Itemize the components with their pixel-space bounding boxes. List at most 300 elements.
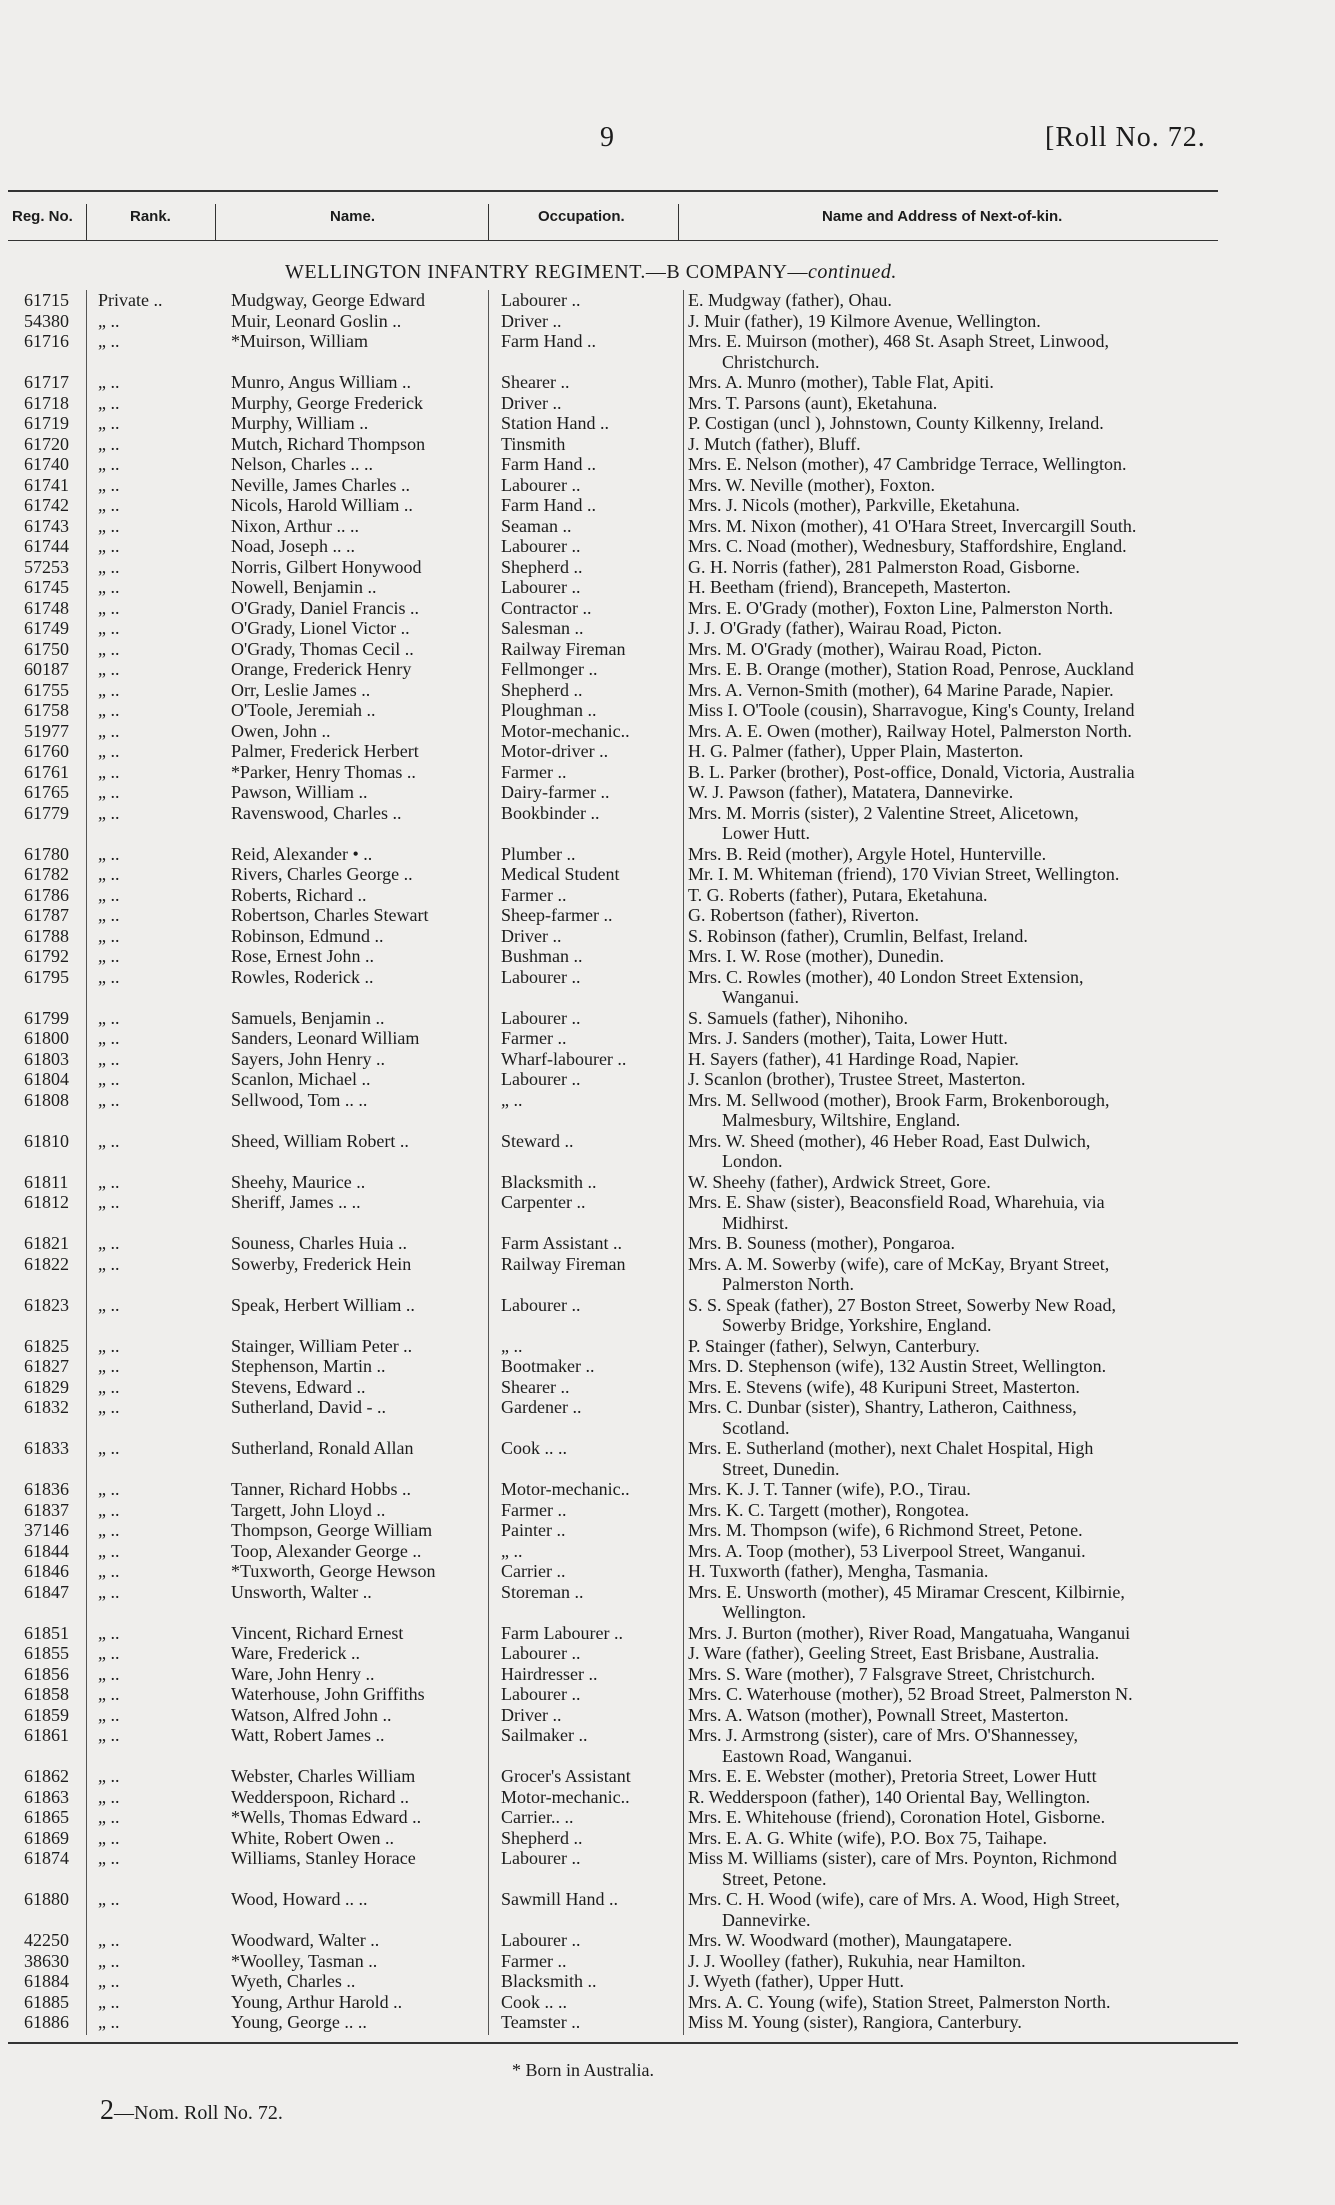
next-of-kin-line: Mrs. E. A. G. White (wife), P.O. Box 75, Taihape. (688, 1827, 1048, 1848)
occupation-cell: Painter .. (501, 1520, 566, 1540)
reg-no-cell: 61865 (24, 1807, 69, 1827)
reg-no-cell: 61765 (24, 782, 69, 802)
table-row (8, 946, 1238, 967)
occupation-cell: Storeman .. (501, 1581, 584, 1602)
next-of-kin-cell (688, 516, 1238, 537)
occupation-cell: Labourer .. (501, 1069, 581, 1089)
next-of-kin-line-continued: Malmesbury, Wiltshire, England. (722, 1110, 961, 1130)
reg-no-cell: 61749 (24, 618, 69, 638)
name-cell: Neville, James Charles .. (231, 474, 410, 495)
rank-cell: „ .. (98, 1971, 120, 1991)
rank-cell: „ .. (98, 1192, 120, 1212)
table-row (8, 1479, 1238, 1500)
table-row (8, 1889, 1238, 1930)
next-of-kin-cell (688, 659, 1238, 680)
name-cell: Watson, Alfred John .. (231, 1704, 392, 1725)
reg-no-cell: 61869 (24, 1827, 69, 1848)
name-cell: Wyeth, Charles .. (231, 1971, 356, 1991)
next-of-kin-cell (688, 577, 1238, 598)
next-of-kin-line: Mrs. W. Woodward (mother), Maungatapere. (688, 1930, 1013, 1950)
reg-no-cell: 61829 (24, 1376, 69, 1397)
occupation-cell: Sailmaker .. (501, 1725, 588, 1745)
name-cell: Sanders, Leonard William (231, 1028, 420, 1048)
rank-cell: „ .. (98, 474, 120, 495)
rank-cell: Private .. (98, 290, 163, 310)
next-of-kin-cell (688, 1582, 1238, 1623)
next-of-kin-line: Mrs. W. Neville (mother), Foxton. (688, 474, 935, 495)
table-row (8, 536, 1238, 557)
col-header-next-of-kin: Name and Address of Next-of-kin. (822, 208, 1063, 225)
occupation-cell: Motor-mechanic.. (501, 1786, 630, 1807)
next-of-kin-cell (688, 844, 1238, 865)
name-cell: Toop, Alexander George .. (231, 1540, 422, 1561)
next-of-kin-cell (688, 598, 1238, 619)
occupation-cell: Motor-mechanic.. (501, 720, 630, 741)
occupation-cell: „ .. (501, 1335, 523, 1356)
table-row (8, 905, 1238, 926)
next-of-kin-cell (688, 1664, 1238, 1685)
reg-no-cell: 61833 (24, 1438, 69, 1458)
rank-cell: „ .. (98, 433, 120, 454)
page-number: 9 (600, 122, 614, 153)
table-row (8, 1336, 1238, 1357)
next-of-kin-cell (688, 1069, 1238, 1090)
name-cell: O'Grady, Thomas Cecil .. (231, 638, 414, 659)
nominal-roll-footer (100, 2095, 283, 2127)
reg-no-cell: 61825 (24, 1335, 69, 1356)
occupation-cell: Sawmill Hand .. (501, 1889, 618, 1909)
rank-cell: „ .. (98, 1991, 120, 2012)
reg-no-cell: 61741 (24, 474, 69, 495)
reg-no-cell: 61859 (24, 1704, 69, 1725)
reg-no-cell: 60187 (24, 659, 69, 679)
name-cell: Nelson, Charles .. .. (231, 454, 373, 474)
reg-no-cell: 61760 (24, 741, 69, 761)
rank-cell: „ .. (98, 1725, 120, 1745)
col-header-occupation: Occupation. (538, 208, 625, 225)
table-row (8, 762, 1238, 783)
rank-cell: „ .. (98, 495, 120, 515)
rank-cell: „ .. (98, 310, 120, 331)
col-divider (488, 204, 489, 240)
next-of-kin-cell (688, 1930, 1238, 1951)
occupation-cell: Farmer .. (501, 884, 567, 905)
table-row (8, 1233, 1238, 1254)
next-of-kin-line: Mrs. E. Stevens (wife), 48 Kuripuni Street, Masterton. (688, 1376, 1080, 1397)
name-cell: Orr, Leslie James .. (231, 679, 371, 700)
occupation-cell: Farm Assistant .. (501, 1233, 623, 1253)
name-cell: Stevens, Edward .. (231, 1376, 366, 1397)
reg-no-cell: 61779 (24, 802, 69, 823)
next-of-kin-line: P. Costigan (uncl ), Johnstown, County Kilkenny, Ireland. (688, 413, 1104, 433)
col-divider (215, 204, 216, 240)
occupation-cell: Carrier .. (501, 1561, 566, 1581)
next-of-kin-cell (688, 905, 1238, 926)
next-of-kin-line: Mrs. A. M. Sowerby (wife), care of McKay, Bryant Street, (688, 1253, 1110, 1274)
name-cell: Sheehy, Maurice .. (231, 1171, 366, 1192)
next-of-kin-line: E. Mudgway (father), Ohau. (688, 290, 892, 310)
occupation-cell: Farmer .. (501, 761, 567, 782)
name-cell: Sheed, William Robert .. (231, 1130, 409, 1151)
rank-cell: „ .. (98, 515, 120, 536)
name-cell: Murphy, William .. (231, 413, 369, 433)
next-of-kin-line: Mrs. W. Sheed (mother), 46 Heber Road, East Dulwich, (688, 1130, 1091, 1151)
table-row (8, 1664, 1238, 1685)
reg-no-cell: 61855 (24, 1643, 69, 1663)
rank-cell: „ .. (98, 1622, 120, 1643)
occupation-cell: Driver .. (501, 1704, 562, 1725)
table-row (8, 1438, 1238, 1479)
next-of-kin-cell (688, 1848, 1238, 1889)
name-cell: Watt, Robert James .. (231, 1725, 385, 1745)
next-of-kin-line: Mrs. E. Muirson (mother), 468 St. Asaph Street, Linwood, (688, 331, 1109, 351)
occupation-cell: Carrier.. .. (501, 1807, 574, 1827)
next-of-kin-line: P. Stainger (father), Selwyn, Canterbury. (688, 1335, 980, 1356)
table-row (8, 1643, 1238, 1664)
table-row (8, 1582, 1238, 1623)
table-row (8, 1397, 1238, 1438)
next-of-kin-line: Mrs. C. Dunbar (sister), Shantry, Latheron, Caithness, (688, 1397, 1077, 1417)
next-of-kin-cell (688, 967, 1238, 1008)
name-cell: Norris, Gilbert Honywood (231, 556, 422, 577)
rank-cell: „ .. (98, 1827, 120, 1848)
occupation-cell: Cook .. .. (501, 1438, 568, 1458)
name-cell: Nixon, Arthur .. .. (231, 515, 359, 536)
next-of-kin-line: Mrs. K. C. Targett (mother), Rongotea. (688, 1499, 970, 1520)
name-cell: Sowerby, Frederick Hein (231, 1253, 412, 1274)
reg-no-cell: 61810 (24, 1130, 69, 1151)
name-cell: Roberts, Richard .. (231, 884, 367, 905)
table-row (8, 577, 1238, 598)
reg-no-cell: 61718 (24, 392, 69, 413)
next-of-kin-line: W. J. Pawson (father), Matatera, Dannevirke. (688, 782, 1014, 802)
next-of-kin-line: H. Tuxworth (father), Mengha, Tasmania. (688, 1561, 989, 1581)
name-cell: Scanlon, Michael .. (231, 1069, 371, 1089)
next-of-kin-cell (688, 1172, 1238, 1193)
table-row (8, 331, 1238, 372)
occupation-cell: „ .. (501, 1089, 523, 1110)
name-cell: O'Toole, Jeremiah .. (231, 700, 376, 720)
next-of-kin-cell (688, 1336, 1238, 1357)
reg-no-cell: 61800 (24, 1028, 69, 1048)
rank-cell: „ .. (98, 1233, 120, 1253)
next-of-kin-line: J. Muir (father), 19 Kilmore Avenue, Wellington. (688, 310, 1041, 331)
name-cell: O'Grady, Lionel Victor .. (231, 618, 410, 638)
next-of-kin-line-continued: Dannevirke. (722, 1909, 811, 1930)
table-row (8, 803, 1238, 844)
occupation-cell: Tinsmith (501, 433, 566, 454)
next-of-kin-line: J. Mutch (father), Bluff. (688, 433, 861, 454)
reg-no-cell: 61827 (24, 1356, 69, 1376)
reg-no-cell: 54380 (24, 310, 69, 331)
reg-no-cell: 61792 (24, 946, 69, 966)
table-row (8, 844, 1238, 865)
footnote: * Born in Australia. (512, 2060, 654, 2080)
name-cell: Williams, Stanley Horace (231, 1848, 416, 1868)
table-row (8, 393, 1238, 414)
rank-cell: „ .. (98, 741, 120, 761)
table-row (8, 864, 1238, 885)
reg-no-cell: 57253 (24, 556, 69, 577)
next-of-kin-cell (688, 1049, 1238, 1070)
next-of-kin-cell (688, 1992, 1238, 2013)
next-of-kin-line: Mrs. E. Whitehouse (friend), Coronation Hotel, Gisborne. (688, 1807, 1106, 1827)
next-of-kin-line: Mrs. T. Parsons (aunt), Eketahuna. (688, 392, 938, 413)
occupation-cell: Farm Hand .. (501, 495, 596, 515)
reg-no-cell: 61788 (24, 925, 69, 946)
name-cell: Ravenswood, Charles .. (231, 802, 402, 823)
table-row (8, 1951, 1238, 1972)
rank-cell: „ .. (98, 802, 120, 823)
table-row (8, 1705, 1238, 1726)
name-cell: O'Grady, Daniel Francis .. (231, 597, 420, 618)
next-of-kin-line: J. Ware (father), Geeling Street, East Brisbane, Australia. (688, 1643, 1100, 1663)
col-divider (86, 204, 87, 240)
next-of-kin-cell (688, 495, 1238, 516)
table-row (8, 372, 1238, 393)
rank-cell: „ .. (98, 1438, 120, 1458)
occupation-cell: Labourer .. (501, 1294, 581, 1315)
reg-no-cell: 61748 (24, 597, 69, 618)
next-of-kin-line: H. G. Palmer (father), Upper Plain, Masterton. (688, 741, 1024, 761)
reg-no-cell: 61780 (24, 843, 69, 864)
next-of-kin-line: Mrs. A. E. Owen (mother), Railway Hotel, Palmerston North. (688, 720, 1132, 741)
next-of-kin-cell (688, 1233, 1238, 1254)
reg-no-cell: 61761 (24, 761, 69, 782)
reg-no-cell: 38630 (24, 1950, 69, 1971)
table-row (8, 1684, 1238, 1705)
next-of-kin-cell (688, 331, 1238, 372)
rank-cell: „ .. (98, 1253, 120, 1274)
table-row (8, 782, 1238, 803)
occupation-cell: Labourer .. (501, 577, 581, 597)
reg-no-cell: 61758 (24, 700, 69, 720)
rank-cell: „ .. (98, 679, 120, 700)
occupation-cell: Shearer .. (501, 1376, 570, 1397)
rank-cell: „ .. (98, 577, 120, 597)
rank-cell: „ .. (98, 392, 120, 413)
next-of-kin-line: R. Wedderspoon (father), 140 Oriental Bay, Wellington. (688, 1786, 1091, 1807)
table-row (8, 1090, 1238, 1131)
reg-no-cell: 61804 (24, 1069, 69, 1089)
rank-cell: „ .. (98, 1048, 120, 1069)
next-of-kin-cell (688, 639, 1238, 660)
rank-cell: „ .. (98, 618, 120, 638)
rank-cell: „ .. (98, 1356, 120, 1376)
rank-cell: „ .. (98, 1684, 120, 1704)
name-cell: Sutherland, Ronald Allan (231, 1438, 414, 1458)
occupation-cell: Farm Hand .. (501, 454, 596, 474)
name-cell: White, Robert Owen .. (231, 1827, 394, 1848)
reg-no-cell: 42250 (24, 1930, 69, 1950)
table-row (8, 1049, 1238, 1070)
next-of-kin-line: S. Robinson (father), Crumlin, Belfast, Ireland. (688, 925, 1028, 946)
reg-no-cell: 61837 (24, 1499, 69, 1520)
name-cell: Webster, Charles William (231, 1766, 416, 1786)
name-cell: Noad, Joseph .. .. (231, 536, 355, 556)
rank-cell: „ .. (98, 331, 120, 351)
table-row (8, 659, 1238, 680)
rank-cell: „ .. (98, 1130, 120, 1151)
name-cell: Mudgway, George Edward (231, 290, 425, 310)
reg-no-cell: 61858 (24, 1684, 69, 1704)
occupation-cell: Sheep-farmer .. (501, 905, 613, 925)
occupation-cell: Shepherd .. (501, 679, 583, 700)
table-row (8, 1541, 1238, 1562)
name-cell: Sayers, John Henry .. (231, 1048, 385, 1069)
occupation-cell: Farm Hand .. (501, 331, 596, 351)
next-of-kin-line: Mrs. M. O'Grady (mother), Wairau Road, Picton. (688, 638, 1042, 659)
reg-no-cell: 61822 (24, 1253, 69, 1274)
reg-no-cell: 61811 (24, 1171, 69, 1192)
table-row (8, 639, 1238, 660)
header-rule-top (8, 190, 1218, 192)
table-row (8, 1623, 1238, 1644)
table-row (8, 495, 1238, 516)
next-of-kin-line: T. G. Roberts (father), Putara, Eketahuna. (688, 884, 988, 905)
next-of-kin-cell (688, 618, 1238, 639)
table-row (8, 741, 1238, 762)
next-of-kin-line: Mrs. B. Souness (mother), Pongaroa. (688, 1233, 955, 1253)
name-cell: Waterhouse, John Griffiths (231, 1684, 425, 1704)
table-row (8, 1008, 1238, 1029)
next-of-kin-line: Mrs. M. Morris (sister), 2 Valentine Street, Alicetown, (688, 802, 1079, 823)
name-cell: Muir, Leonard Goslin .. (231, 310, 402, 331)
table-row (8, 475, 1238, 496)
reg-no-cell: 61740 (24, 454, 69, 474)
rank-cell: „ .. (98, 1499, 120, 1520)
table-row (8, 618, 1238, 639)
next-of-kin-cell (688, 1254, 1238, 1295)
name-cell: Wood, Howard .. .. (231, 1889, 368, 1909)
col-header-reg-no: Reg. No. (12, 208, 73, 225)
name-cell: Ware, John Henry .. (231, 1663, 375, 1684)
next-of-kin-line-continued: Lower Hutt. (722, 823, 810, 843)
next-of-kin-line: Mrs. C. Waterhouse (mother), 52 Broad Street, Palmerston N. (688, 1684, 1133, 1704)
occupation-cell: Grocer's Assistant (501, 1766, 631, 1786)
occupation-cell: Farm Labourer .. (501, 1622, 623, 1643)
name-cell: Reid, Alexander • .. (231, 843, 373, 864)
next-of-kin-line: Mrs. J. Sanders (mother), Taita, Lower Hutt. (688, 1028, 1008, 1048)
name-cell: Sutherland, David - .. (231, 1397, 386, 1417)
rank-cell: „ .. (98, 1294, 120, 1315)
reg-no-cell: 61886 (24, 2012, 69, 2032)
rank-cell: „ .. (98, 1069, 120, 1089)
reg-no-cell: 61885 (24, 1991, 69, 2012)
next-of-kin-cell (688, 1397, 1238, 1438)
table-row (8, 700, 1238, 721)
rank-cell: „ .. (98, 1479, 120, 1499)
reg-no-cell: 61786 (24, 884, 69, 905)
table-row (8, 885, 1238, 906)
next-of-kin-cell (688, 1623, 1238, 1644)
next-of-kin-line-continued: Midhirst. (722, 1212, 789, 1233)
next-of-kin-line: B. L. Parker (brother), Post-office, Donald, Victoria, Australia (688, 761, 1135, 782)
footer-sheet-number: 2 (100, 2095, 114, 2126)
next-of-kin-cell (688, 2012, 1238, 2033)
rank-cell: „ .. (98, 1848, 120, 1868)
next-of-kin-line: Mrs. E. Unsworth (mother), 45 Miramar Crescent, Kilbirnie, (688, 1581, 1125, 1602)
table-row (8, 598, 1238, 619)
reg-no-cell: 61716 (24, 331, 69, 351)
next-of-kin-line: Mr. I. M. Whiteman (friend), 170 Vivian Street, Wellington. (688, 864, 1120, 884)
next-of-kin-cell (688, 782, 1238, 803)
occupation-cell: Gardener .. (501, 1397, 582, 1417)
next-of-kin-cell (688, 1643, 1238, 1664)
occupation-cell: Shepherd .. (501, 1827, 583, 1848)
name-cell: Sheriff, James .. .. (231, 1192, 361, 1212)
occupation-cell: Farmer .. (501, 1950, 567, 1971)
table-row (8, 1295, 1238, 1336)
next-of-kin-cell (688, 1684, 1238, 1705)
occupation-cell: Ploughman .. (501, 700, 597, 720)
next-of-kin-cell (688, 1438, 1238, 1479)
rank-cell: „ .. (98, 638, 120, 659)
table-row (8, 311, 1238, 332)
occupation-cell: Farmer .. (501, 1499, 567, 1520)
next-of-kin-cell (688, 372, 1238, 393)
rank-cell: „ .. (98, 1807, 120, 1827)
table-row (8, 1766, 1238, 1787)
name-cell: Young, George .. .. (231, 2012, 367, 2032)
table-row (8, 1192, 1238, 1233)
rank-cell: „ .. (98, 1397, 120, 1417)
next-of-kin-line: Mrs. J. Armstrong (sister), care of Mrs. O'Shannessey, (688, 1725, 1079, 1745)
rank-cell: „ .. (98, 1766, 120, 1786)
rank-cell: „ .. (98, 1561, 120, 1581)
rank-cell: „ .. (98, 413, 120, 433)
header-rule-bottom (8, 240, 1218, 241)
occupation-cell: Bushman .. (501, 946, 583, 966)
next-of-kin-line: H. Beetham (friend), Brancepeth, Masterton. (688, 577, 1011, 597)
occupation-cell: Teamster .. (501, 2012, 581, 2032)
next-of-kin-cell (688, 393, 1238, 414)
reg-no-cell: 61862 (24, 1766, 69, 1786)
next-of-kin-line: Miss M. Young (sister), Rangiora, Canterbury. (688, 2012, 1022, 2032)
table-row (8, 1500, 1238, 1521)
col-header-rank: Rank. (130, 208, 171, 225)
name-cell: *Wells, Thomas Edward .. (231, 1807, 422, 1827)
reg-no-cell: 61803 (24, 1048, 69, 1069)
rank-cell: „ .. (98, 966, 120, 987)
next-of-kin-line: Mrs. A. Vernon-Smith (mother), 64 Marine Parade, Napier. (688, 679, 1114, 700)
occupation-cell: Driver .. (501, 925, 562, 946)
reg-no-cell: 61745 (24, 577, 69, 597)
table-row (8, 1848, 1238, 1889)
next-of-kin-cell (688, 434, 1238, 455)
next-of-kin-cell (688, 700, 1238, 721)
reg-no-cell: 61743 (24, 515, 69, 536)
table-row (8, 1807, 1238, 1828)
occupation-cell: Shearer .. (501, 372, 570, 392)
reg-no-cell: 61823 (24, 1294, 69, 1315)
name-cell: Stephenson, Martin .. (231, 1356, 386, 1376)
rank-cell: „ .. (98, 2012, 120, 2032)
occupation-cell: Medical Student (501, 864, 620, 884)
reg-no-cell: 61755 (24, 679, 69, 700)
rank-cell: „ .. (98, 1581, 120, 1602)
table-row (8, 1992, 1238, 2013)
table-row (8, 454, 1238, 475)
reg-no-cell: 61836 (24, 1479, 69, 1499)
occupation-cell: Driver .. (501, 392, 562, 413)
rank-cell: „ .. (98, 864, 120, 884)
rank-cell: „ .. (98, 1889, 120, 1909)
next-of-kin-cell (688, 290, 1238, 311)
rank-cell: „ .. (98, 720, 120, 741)
rank-cell: „ .. (98, 700, 120, 720)
next-of-kin-cell (688, 311, 1238, 332)
